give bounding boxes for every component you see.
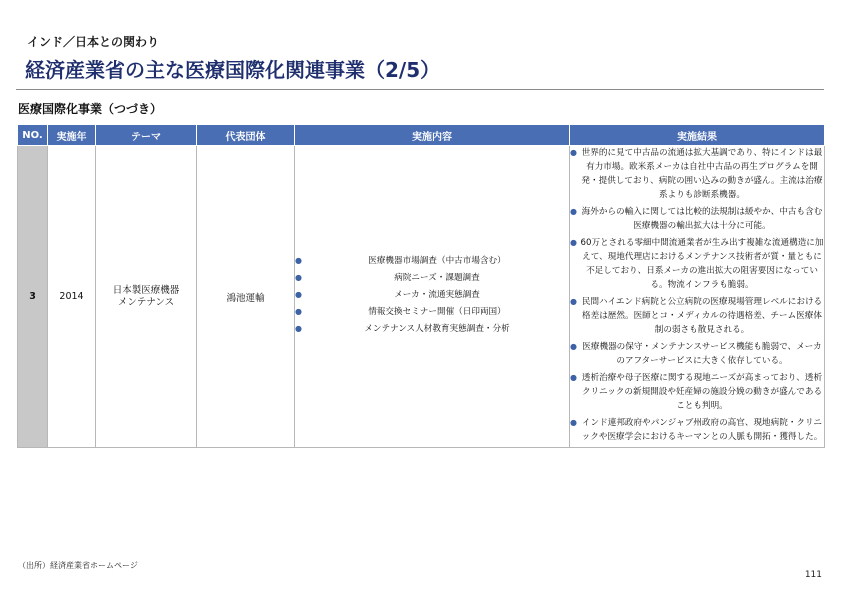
result-item-text: 民間ハイエンド病院と公立病院の医療現場管理レベルにおける格差は歴然。医師とコ・メディカルの待遇格差、チーム医療体制の弱さも散見される。 [581,297,823,335]
content-item [295,305,569,319]
result-item [570,205,824,233]
organization-cell: 鴻池運輸 [197,146,295,448]
bullet-icon: ● [295,324,302,333]
result-item [570,371,824,413]
bullet-icon: ● [570,148,577,157]
bullet-icon: ● [295,273,302,282]
bullet-icon: ● [295,307,302,316]
result-item-text: 医療機器の保守・メンテナンスサービス機能も脆弱で、メーカのアフターサービスに大きく依存している。 [582,342,822,366]
content-cell [295,146,570,448]
content-list [295,254,569,336]
title-divider [16,89,824,90]
result-item-text: 透析治療や母子医療に関する現地ニーズが高まっており、透析クリニックの新規開設や妊産婦の施設分娩の動きが盛んであることも判明。 [581,373,823,411]
column-header-content: 実施内容 [295,125,570,146]
content-item-text: メーカ・流通実態調査 [394,290,480,300]
result-item-text: インド連邦政府やパンジャブ州政府の高官、現地病院・クリニックや医療学会におけるキーマンとの人脈も開拓・獲得した。 [581,418,823,442]
page-supertitle: インド／日本との関わり [27,35,160,49]
source-note: （出所）経済産業省ホームページ [18,561,138,570]
results-cell [570,146,825,448]
row-number-cell: 3 [18,146,48,448]
bullet-icon: ● [570,238,577,247]
content-item-text: 病院ニーズ・課題調査 [394,273,480,283]
result-item [570,295,824,337]
bullet-icon: ● [295,290,302,299]
bullet-icon: ● [570,373,577,382]
column-header-year: 実施年 [48,125,96,146]
bullet-icon: ● [295,256,302,265]
result-item [570,416,824,444]
result-item-text: 世界的に見て中古品の流通は拡大基調であり、特にインドは最有力市場。欧米系メーカは自社中古品の再生プログラムを開発・提供しており、病院の囲い込みの動きが盛ん。主流は治療系よりも診断系機器。 [581,148,823,200]
content-item [295,254,569,268]
theme-cell [96,146,197,448]
bullet-icon: ● [570,297,577,306]
bullet-icon: ● [570,342,577,351]
content-item-text: 情報交換セミナー開催（日印両国） [368,307,506,317]
section-title: 医療国際化事業（つづき） [18,102,163,116]
column-header-results: 実施結果 [570,125,825,146]
result-item [570,340,824,368]
column-header-theme: テーマ [96,125,197,146]
table-header-row [18,125,825,146]
page-number: 111 [804,570,822,580]
column-header-organization: 代表団体 [197,125,295,146]
result-item-text: 60万とされる零細中間流通業者が生み出す複雑な流通構造に加えて、現地代理店におけるメンテナンス技術者が質・量ともに不足しており、日系メーカの進出拡大の阻害要因になっている。物流インフラも脆弱。 [580,238,824,290]
project-table [17,124,825,448]
column-header-no: NO. [18,125,48,146]
results-list [570,146,824,444]
bullet-icon: ● [570,207,577,216]
result-item [570,146,824,202]
theme-line: 日本製医療機器 [112,284,180,296]
page-title: 経済産業省の主な医療国際化関連事業（2/5） [25,58,441,82]
theme-line: メンテナンス [117,296,175,308]
content-item [295,322,569,336]
year-cell: 2014 [48,146,96,448]
bullet-icon: ● [570,418,577,427]
content-item [295,288,569,302]
result-item [570,236,824,292]
content-item-text: 医療機器市場調査（中古市場含む） [368,256,506,266]
content-item-text: メンテナンス人材教育実態調査・分析 [364,324,510,334]
content-item [295,271,569,285]
result-item-text: 海外からの輸入に関しては比較的法規制は緩やか、中古も含む医療機器の輸出拡大は十分に可能。 [581,207,823,231]
table-row [18,146,825,448]
